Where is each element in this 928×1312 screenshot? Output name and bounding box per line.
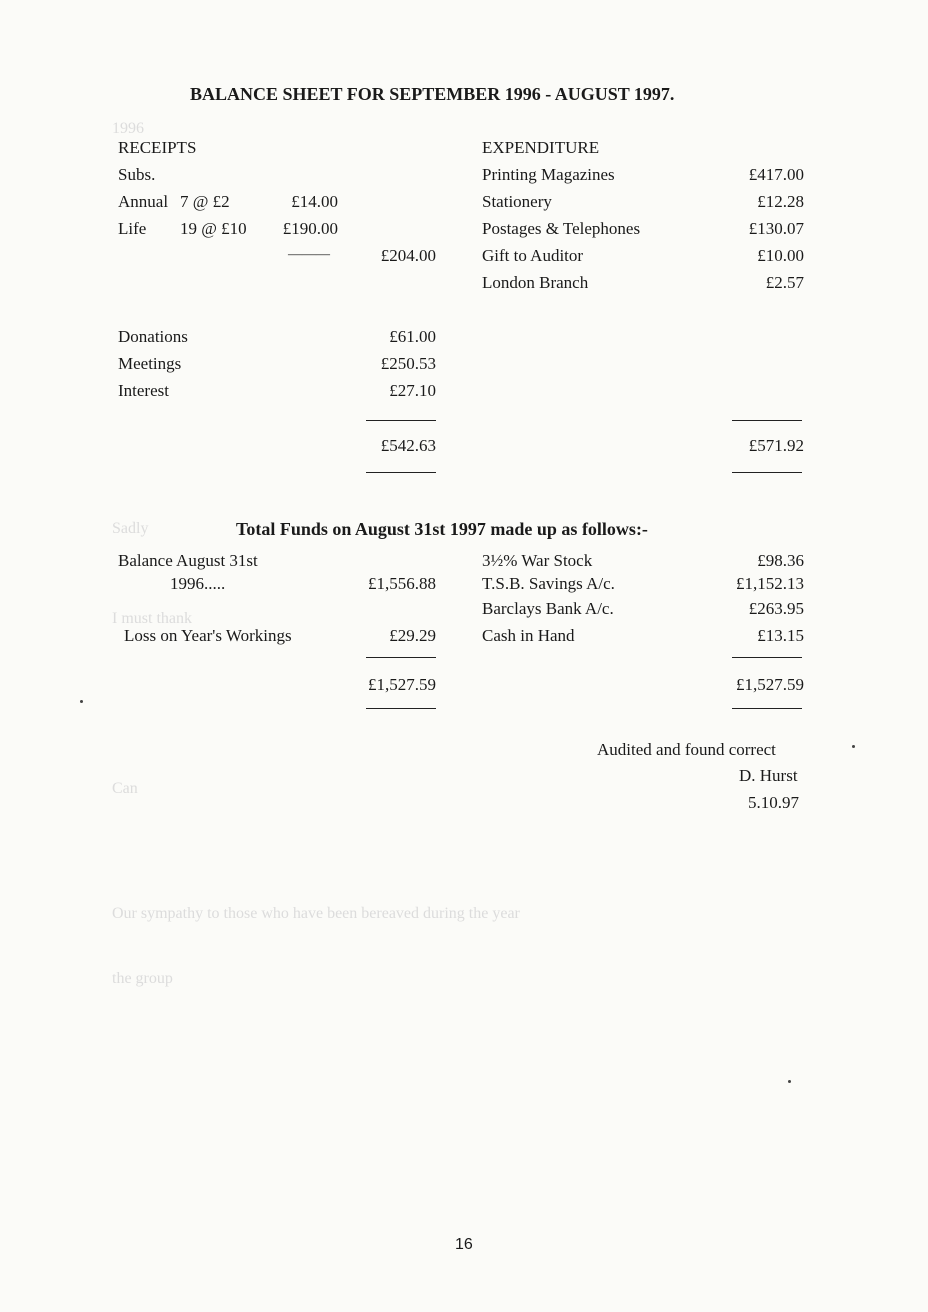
expenditure-item-amount: £12.28 (757, 192, 804, 211)
funds-heading: Total Funds on August 31st 1997 made up as follows:- (236, 519, 648, 539)
balance-amount: £1,556.88 (368, 574, 436, 593)
life-amount: £190.00 (282, 219, 338, 238)
audit-statement: Audited and found correct (597, 740, 776, 759)
page-number: 16 (455, 1236, 473, 1253)
expenditure-total: £571.92 (748, 436, 804, 455)
auditor-name: D. Hurst (739, 766, 798, 785)
funds-left-rule-bottom (366, 708, 436, 709)
audit-date: 5.10.97 (748, 793, 799, 812)
meetings-amount: £250.53 (380, 354, 436, 373)
annual-detail: 7 @ £2 (180, 192, 230, 211)
asset-amount: £13.15 (757, 626, 804, 645)
annual-label: Annual (118, 192, 169, 211)
funds-right-rule-top (732, 657, 802, 658)
loss-amount: £29.29 (389, 626, 436, 645)
speck (788, 1080, 791, 1083)
subs-total: £204.00 (380, 246, 436, 265)
expenditure-item-amount: £130.07 (748, 219, 804, 238)
expenditure-heading: EXPENDITURE (482, 138, 600, 157)
interest-amount: £27.10 (389, 381, 436, 400)
expenditure-item-label: London Branch (482, 273, 589, 292)
asset-label: 3½% War Stock (482, 551, 593, 570)
balance-year: 1996..... (170, 574, 226, 593)
page-title: BALANCE SHEET FOR SEPTEMBER 1996 - AUGUST 1997. (190, 84, 675, 104)
expenditure-item-label: Postages & Telephones (482, 219, 641, 238)
funds-right-rule-bottom (732, 708, 802, 709)
funds-left-total: £1,527.59 (368, 675, 436, 694)
asset-amount: £1,152.13 (736, 574, 804, 593)
asset-amount: £98.36 (757, 551, 804, 570)
donations-label: Donations (118, 327, 188, 346)
subs-dash: ——— (288, 247, 330, 262)
loss-label: Loss on Year's Workings (124, 626, 292, 645)
speck (852, 745, 855, 748)
life-label: Life (118, 219, 147, 238)
asset-label: Cash in Hand (482, 626, 575, 645)
receipts-total: £542.63 (380, 436, 436, 455)
expenditure-item-amount: £10.00 (757, 246, 804, 265)
funds-right-total: £1,527.59 (736, 675, 804, 694)
asset-label: T.S.B. Savings A/c. (482, 574, 615, 593)
expenditure-item-label: Printing Magazines (482, 165, 615, 184)
asset-label: Barclays Bank A/c. (482, 599, 614, 618)
expenditure-rule-bottom (732, 472, 802, 473)
receipts-heading: RECEIPTS (118, 138, 197, 157)
life-detail: 19 @ £10 (180, 219, 247, 238)
speck (80, 700, 83, 703)
expenditure-item-label: Stationery (482, 192, 552, 211)
balance-label: Balance August 31st (118, 551, 258, 570)
expenditure-rule-top (732, 420, 802, 421)
expenditure-item-amount: £2.57 (765, 273, 804, 292)
receipts-rule-bottom (366, 472, 436, 473)
receipts-rule-top (366, 420, 436, 421)
annual-amount: £14.00 (291, 192, 338, 211)
document-page: 1996 Sadly I must thank Can Our sympathy to those who have been bereaved during the year the group BALANCE SHEET FOR SEPTEMBER 1996 - AUGUST 1997. RECEIPTS Subs. Annual 7 @ £2 £14.00 Life 19 @ £10 £190.00 ——— £204.00 Donations £61.00 Meetings £250.53 Interest £27.10 £542.63 EXPENDITURE Printing Magazines £417.00 Stationery £12.28 Postages & Telephones £130.07 Gift to Auditor £10.00 London Branch £2.57 £571.92 Total Funds on August 31st 1997 made up as follows:- Balance August 31st 1996..... £1,556.88 Loss on Year's Workings £29.29 £1,527.59 3½% War Stock £98.36 T.S.B. Savings A/c. £1,152.13 Barclays Bank A/c. £263.95 Cash in Hand £13.15 £1,527.59 Audited and found correct D. Hurst 5.10.97 16 (0, 0, 928, 1312)
subs-label: Subs. (118, 165, 156, 184)
interest-label: Interest (118, 381, 169, 400)
expenditure-item-label: Gift to Auditor (482, 246, 584, 265)
donations-amount: £61.00 (389, 327, 436, 346)
asset-amount: £263.95 (748, 599, 804, 618)
expenditure-item-amount: £417.00 (748, 165, 804, 184)
meetings-label: Meetings (118, 354, 182, 373)
funds-left-rule-top (366, 657, 436, 658)
